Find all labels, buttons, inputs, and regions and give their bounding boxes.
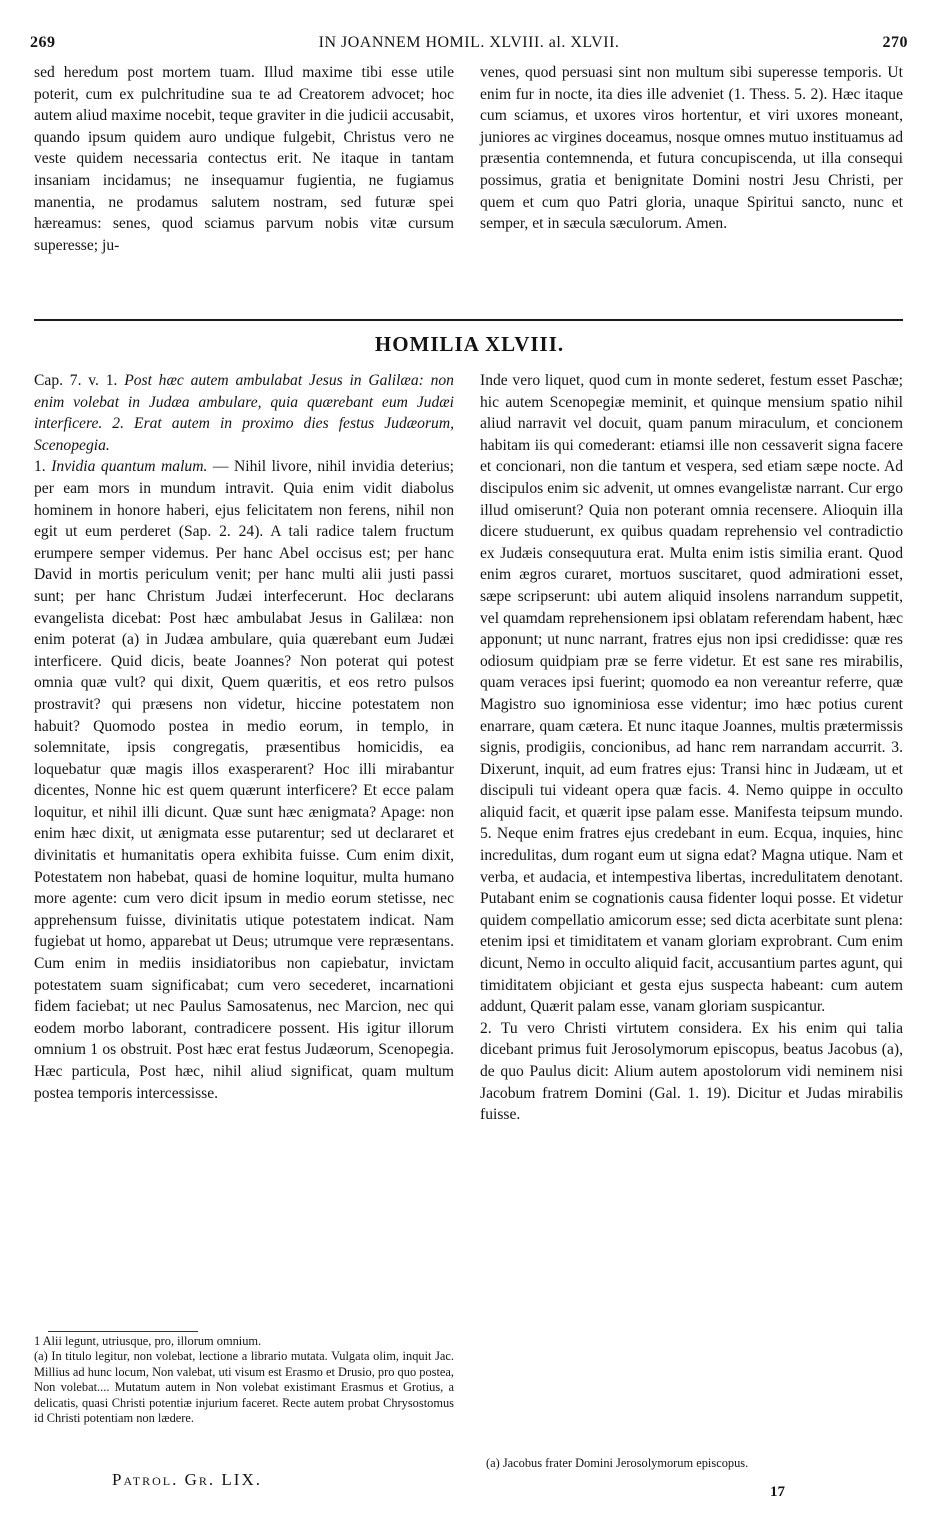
- left-page-number: 269: [30, 34, 56, 51]
- body-right-paragraph-1: Inde vero liquet, quod cum in monte sederet, festum esset Paschæ; hic autem Scenopegiæ meminit, et quinque mensium spatio nihil aliud narravit vel docuit, quam panum miraculum, et concionem habitam iis qui comederant: etiamsi ille non cessaverit signa facere et concionari, non die tantum et vespera, sed etiam sæpe nocte. Ad discipulos enim sic advenit, ut omnes evangelistæ narrant. Cur ergo illud omiserunt? Quia non poterant omnia recensere. Alioquin illa dicere studuerunt, ex quibus quadam reprehensio vel contradictio ex Judæis consequutura erat. Multa enim istis similia erant. Quod enim ægros curaret, mortuos suscitaret, quod admirationi esset, sæpe scripserunt: ubi autem aliquid insolens narrandum suppetit, vel quamdam reprehensionem ipsi oblatam referendam habent, hæc apponunt; ut nunc narrant, fratres ejus non ipsi credidisse: quæ res odiosum quidpiam præ se ferre videtur. Et est sane res mirabilis, quam veraces ipsi fuerint; quomodo ea non vereantur referre, quæ Magistro suo ignominiosa esse videntur; imo hæc potius curent enarrare, quam cætera. Et nunc itaque Joannes, multis prætermissis signis, prodigiis, concionibus, ad hanc rem narrandam accurrit. 3. Dixerunt, inquit, ad eum fratres ejus: Transi hinc in Judæam, ut et discipuli tui videant opera quæ facis. 4. Nemo quippe in occulto aliquid facit, et quærit ipse palam esse. Manifesta teipsum mundo. 5. Neque enim fratres ejus credebant in eum. Ecqua, inquies, hinc incredulitas, dum rogant eum ut signa edat? Magna utique. Nam et verba, et audacia, et intempestiva libertas, incredulitatem denotant. Putabant enim se cognationis causa fidenter loqui posse. Et videtur quidem compellatio amicorum esse; sed dicta acerbitate sunt plena: etenim ipsi et timiditatem et vanam gloriam exprobrant. Cum enim dicunt, Nemo in occulto aliquid facit, accusantium partes agunt, qui timiditatem objiciant et gesta ejus suspecta habeant: cum autem addunt, Quærit palam esse, vanam gloriam suspicantur.: [480, 372, 903, 1016]
- footnote-a-right: (a) Jacobus frater Domini Jerosolymorum episcopus.: [486, 1456, 749, 1470]
- section-divider: [34, 319, 903, 321]
- running-title: IN JOANNEM HOMIL. XLVIII. al. XLVII.: [318, 34, 620, 51]
- top-left-column: [34, 62, 454, 256]
- chapter-reference: Cap. 7. v. 1.: [34, 372, 118, 389]
- lemma-paragraph: [34, 370, 454, 456]
- footnote-1: 1 Alii legunt, utriusque, pro, illorum omnium.: [34, 1334, 262, 1348]
- signature-number: 17: [770, 1484, 785, 1500]
- footnote-a-left: (a) In titulo legitur, non volebat, lectione a librario mutata. Vulgata olim, inquit Jac. Millius ad hunc locum, Non valebat, uti visum est Erasmo et Drusio, pro quo postea, Non volebat.... Mutatum autem in Non volebat existimant Erasmus et Grotius, a delicatis, quasi Christi potentiæ injurium faceret. Recte autem probat Chrysostomus id Christi potentiam non lædere.: [34, 1349, 454, 1426]
- section-heading: Invidia quantum malum.: [51, 458, 208, 476]
- top-left-paragraph: sed heredum post mortem tuam. Illud maxime tibi esse utile poterit, cum ex pulchritudine sua te ad Creatorem advocet; hoc autem aliud maxime nocebit, teque graviter in die judicii accusabit, quando ipsum quidem auro undique fulgebit, Christus vero ne veste quidem necessaria contectus erit. Ne itaque in tantam insaniam incidamus; ne insequamur fugientia, ne fugiamus manentia, ne prodamus salutem nostram, sed futuræ spei hæreamus: senes, quod sciamus parvum nobis vitæ cursum superesse; ju-: [34, 64, 454, 254]
- homily-title: HOMILIA XLVIII.: [374, 332, 565, 356]
- body-left-column: [34, 370, 454, 1104]
- top-right-paragraph: venes, quod persuasi sint non multum sibi superesse temporis. Ut enim fur in nocte, ita dies ille adveniet (1. Thess. 5. 2). Hæc itaque cum sciamus, et uxores viros hortentur, et viri uxores moneant, juniores ac virgines doceamus, nosque omnes mutuo instituamus ad præsentia contemnenda, et futura concupiscenda, ut illa consequi possimus, gratia et benignitate Domini nostri Jesu Christi, per quem et cum quo Patri gloria, unaque Spiritui sancto, nunc et semper, et in sæcula sæculorum. Amen.: [480, 64, 903, 233]
- body-right-column: [480, 370, 903, 1126]
- signature-mark: Patrol. Gr. LIX.: [112, 1470, 262, 1489]
- running-head: [28, 34, 910, 56]
- body-left-text: — Nihil livore, nihil invidia deterius; per eam mors in mundum intravit. Quia enim vidit diabolus hominem in honore haberi, ejus felicitatem non ferens, nihil non egit ut eum perderet (Sap. 2. 24). A tali radice talem fructum erumpere semper videmus. Per hanc Abel occisus est; per hanc David in mortis periculum venit; per hanc multi alii justi passi sunt; per hanc Christum Judæi interfecerunt. Hoc declarans evangelista dicebat: Post hæc ambulabat Jesus in Galilæa: non enim poterat (a) in Judæa ambulare, quia quærebant eum Judæi interficere. Quid dicis, beate Joannes? Non poterat qui potest omnia quæ vult? qui dixit, Quem quæritis, et eos retro pulsos prostravit? qui præsens non videtur, hiccine potestatem non habuit? Quomodo postea in medio eorum, in templo, in solemnitate, ipsis congregatis, præsentibus homicidis, ea loquebatur quæ magis illos exasperarent? Hoc illi mirabantur dicentes, Nonne hic est quem quærunt interficere? Et ecce palam loquitur, et nihil illi dicunt. Quæ sunt hæc ænigmata? Apage: non enim hæc dixit, ut ænigmata esse putarentur; sed ut declararet et divinitatis et humanitatis opera exhibita fuisse. Cum enim dixit, Potestatem non habebat, quasi de homine loquitur, multa humano more agente: cum vero dicit ipsum in medio eorum stetisse, nec apprehensum fuisse, divinitatis utique potestatem indicat. Nam fugiebat ut homo, apparebat ut Deus; utrumque vere repræsentans. Cum enim in mediis insidiatoribus non capiebatur, invictam potestatem suam significabat; cum vero secederet, incarnationi fidem faciebat; ut nec Paulus Samosatenus, nec Marcion, nec qui eodem morbo laborant, contradicere possent. His igitur illorum omnium 1 os obstruit. Post hæc erat festus Judæorum, Scenopegia. Hæc particula, Post hæc, nihil aliud significat, quam multum postea temporis intercessisse.: [34, 458, 455, 1102]
- scripture-lemma: Post hæc autem ambulabat Jesus in Galilæa: non enim volebat in Judæa ambulare, quia quærebant eum Judæi interficere. 2. Erat autem in proximo dies festus Judæorum, Scenopegia.: [34, 372, 454, 454]
- body-right-paragraph-2: 2. Tu vero Christi virtutem considera. Ex his enim qui talia dicebant primus fuit Jerosolymorum episcopus, beatus Jacobus (a), de quo Paulus dicit: Alium autem apostolorum vidi neminem nisi Jacobum fratrem Domini (Gal. 1. 19). Dicitur et Judas mirabilis fuisse.: [480, 1019, 903, 1124]
- footnote-divider: [48, 1331, 198, 1332]
- footnotes-left: [34, 1334, 454, 1426]
- section-number: 1.: [34, 458, 46, 476]
- right-page-number: 270: [882, 34, 908, 51]
- top-right-column: [480, 62, 903, 235]
- body-left-paragraph: [34, 456, 454, 1104]
